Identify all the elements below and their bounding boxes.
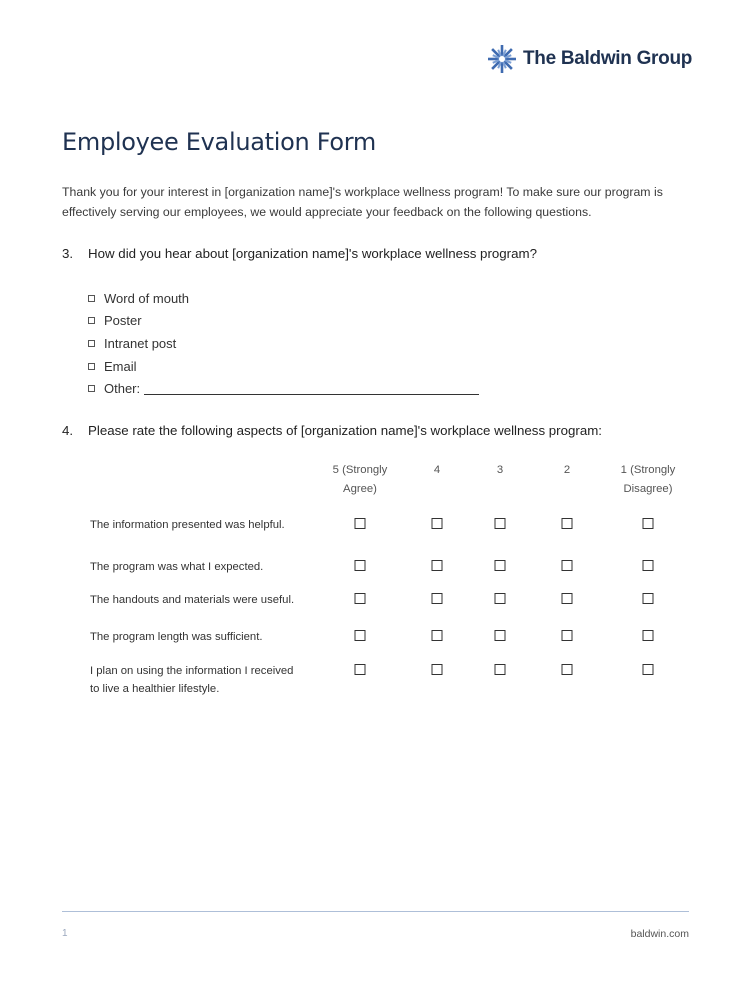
rating-checkbox[interactable] [562,518,573,529]
scale-header-1: 1 (Strongly Disagree) [620,464,676,495]
rating-checkbox[interactable] [562,630,573,641]
logo [487,44,692,74]
rating-checkbox[interactable] [495,560,506,571]
rating-checkbox[interactable] [432,664,443,675]
rating-checkbox[interactable] [355,518,366,529]
question-3-options [88,287,479,400]
rating-checkbox[interactable] [562,664,573,675]
scale-header-2: 2 [563,464,571,476]
scale-header-4: 4 [433,464,441,476]
rating-checkbox[interactable] [495,593,506,604]
option-intranet-post[interactable] [88,332,479,355]
question-3 [62,246,537,261]
option-other[interactable] [88,377,479,400]
rating-checkbox[interactable] [355,593,366,604]
website-link[interactable]: baldwin.com [630,928,689,940]
option-label: Word of mouth [104,290,190,306]
option-label: Other: [104,381,141,397]
question-3-text: How did you hear about [organization name]'s workplace wellness program? [88,246,537,261]
rating-checkbox[interactable] [432,518,443,529]
other-text-field[interactable] [144,383,479,395]
question-4 [62,423,602,438]
rating-checkbox[interactable] [495,664,506,675]
rating-checkbox[interactable] [355,664,366,675]
rating-checkbox[interactable] [432,593,443,604]
option-label: Intranet post [104,335,177,351]
rating-checkbox[interactable] [355,630,366,641]
checkbox[interactable] [88,295,95,302]
rating-checkbox[interactable] [643,630,654,641]
footer-divider [62,911,689,912]
rating-row-label: The handouts and materials were useful. [90,594,295,606]
rating-checkbox[interactable] [643,560,654,571]
rating-row-label: The program length was sufficient. [90,631,263,643]
rating-row-label: The information presented was helpful. [90,519,285,531]
checkbox[interactable] [88,363,95,370]
rating-checkbox[interactable] [562,560,573,571]
option-label: Poster [104,313,142,329]
checkbox[interactable] [88,340,95,347]
option-poster[interactable] [88,310,479,333]
logo-text: The Baldwin Group [523,48,693,69]
checkbox[interactable] [88,317,95,324]
checkbox[interactable] [88,385,95,392]
rating-checkbox[interactable] [495,518,506,529]
rating-checkbox[interactable] [562,593,573,604]
intro-paragraph: Thank you for your interest in [organization name]'s workplace wellness program! To make sure our program is effectively serving our employees, we would appreciate your feedback on the following questions. [62,185,663,219]
rating-checkbox[interactable] [432,560,443,571]
scale-header-5: 5 (Strongly Agree) [332,464,388,495]
option-label: Email [104,358,137,374]
rating-checkbox[interactable] [495,630,506,641]
page-number: 1 [62,928,68,939]
rating-checkbox[interactable] [643,593,654,604]
rating-row-label: The program was what I expected. [90,561,264,573]
option-email[interactable] [88,355,479,378]
rating-checkbox[interactable] [643,664,654,675]
rating-checkbox[interactable] [355,560,366,571]
question-4-text: Please rate the following aspects of [organization name]'s workplace wellness program: [88,423,602,438]
rating-checkbox[interactable] [643,518,654,529]
scale-header-3: 3 [496,464,504,476]
rating-checkbox[interactable] [432,630,443,641]
rating-row-label: I plan on using the information I received to live a healthier lifestyle. [90,665,294,695]
page-title: Employee Evaluation Form [62,128,377,156]
baldwin-starburst-icon [487,44,517,74]
question-4-number: 4. [62,423,74,438]
question-3-number: 3. [62,246,74,261]
option-word-of-mouth[interactable] [88,287,479,310]
